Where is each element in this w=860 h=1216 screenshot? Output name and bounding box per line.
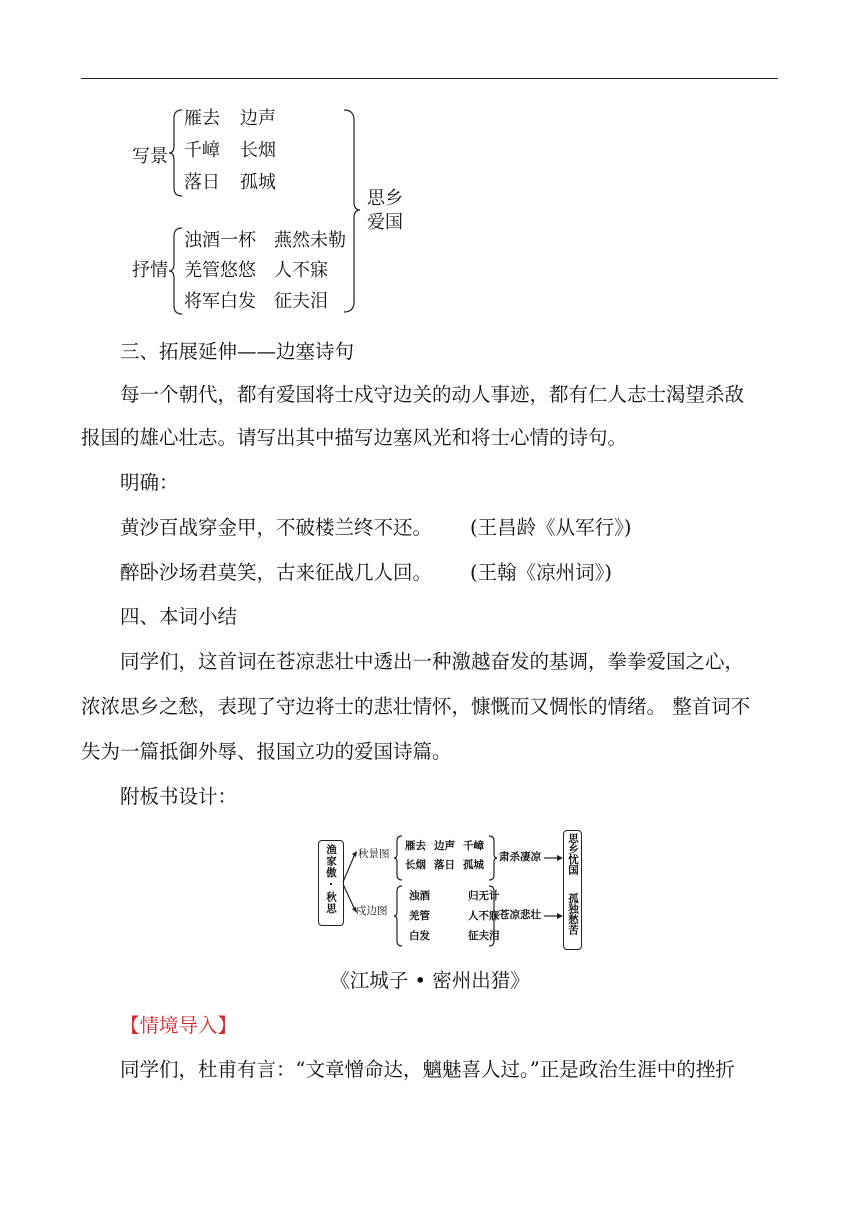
section-heading-3: 三、拓展延伸——边塞诗句	[120, 340, 355, 363]
outline-scene-row-1: 雁去 边声	[184, 108, 276, 129]
board-result-2: 孤独愁苦	[567, 893, 579, 935]
paragraph-line: 浓浓思乡之愁，表现了守边将士的悲壮情怀，慷慨而又惆怅的情绪。 整首词不	[81, 695, 751, 718]
board-brace-autumn	[393, 835, 403, 881]
poem-line-2: 醉卧沙场君莫笑，古来征战几人回。 (王翰《凉州词》)	[120, 561, 612, 584]
outline-emotion-row-3: 将军白发 征夫泪	[184, 291, 328, 312]
board-frontier-row-3: 白发 征夫泪	[409, 930, 500, 942]
poem-source-1: (王昌龄《从军行》)	[470, 516, 632, 539]
board-result-1: 思乡忧国	[567, 833, 579, 875]
outline-label-scene: 写景	[132, 146, 168, 167]
outline-brace-scene	[168, 108, 184, 198]
poem-line-1: 黄沙百战穿金甲，不破楼兰终不还。 (王昌龄《从军行》)	[120, 516, 632, 539]
board-brace-frontier-right	[488, 885, 498, 947]
board-brace-autumn-right	[488, 835, 498, 881]
board-brace-frontier	[393, 885, 403, 947]
outline-theme-2: 爱国	[367, 212, 403, 233]
board-frontier-mood: 苍凉悲壮	[499, 909, 541, 921]
board-autumn-row-2: 长烟 落日 孤城	[405, 859, 484, 871]
poem-source-2: (王翰《凉州词》)	[470, 561, 612, 584]
paragraph-line: 同学们，这首词在苍凉悲壮中透出一种激越奋发的基调，拳拳爱国之心，	[120, 650, 745, 673]
board-arrow-icon	[544, 911, 564, 921]
outline-scene-row-3: 落日 孤城	[184, 172, 276, 193]
paragraph-line: 报国的雄心壮志。请写出其中描写边塞风光和将士心情的诗句。	[81, 426, 628, 449]
board-autumn-mood: 肃杀凄凉	[499, 851, 541, 863]
paragraph-line: 每一个朝代，都有爱国将士戍守边关的动人事迹，都有仁人志士渴望杀敌	[120, 383, 745, 406]
paragraph-line: 失为一篇抵御外辱、报国立功的爱国诗篇。	[81, 740, 452, 763]
paragraph-line: 同学们，杜甫有言：“文章憎命达，魑魅喜人过。”正是政治生涯中的挫折	[120, 1058, 735, 1081]
board-result-box	[563, 830, 582, 950]
board-autumn-row-1: 雁去 边声 千嶂	[405, 840, 484, 852]
board-frontier-row-1: 浊酒 归无计	[409, 890, 500, 902]
outline-emotion-row-2: 羌管悠悠 人不寐	[184, 260, 328, 281]
lesson-title: 《江城子 • 密州出猎》	[330, 969, 530, 992]
header-rule	[81, 78, 778, 79]
board-title: 渔家傲·秋思	[325, 844, 337, 915]
outline-emotion-row-1: 浊酒一杯 燕然未勒	[184, 230, 346, 251]
board-design-label: 附板书设计：	[120, 785, 238, 808]
outline-brace-right	[342, 108, 362, 314]
board-arrow-icon	[544, 853, 564, 863]
board-frontier-row-2: 羌管 人不寐	[409, 910, 500, 922]
situation-intro-tag: 【情境导入】	[120, 1014, 238, 1037]
outline-brace-emotion	[168, 226, 184, 316]
outline-scene-row-2: 千嶂 长烟	[184, 140, 276, 161]
board-autumn-label: 秋景图	[358, 848, 390, 860]
board-frontier-label: 戍边图	[356, 905, 388, 917]
answer-label: 明确：	[120, 471, 179, 494]
section-heading-4: 四、本词小结	[120, 605, 238, 628]
outline-label-emotion: 抒情	[132, 260, 168, 281]
outline-theme-1: 思乡	[367, 188, 403, 209]
